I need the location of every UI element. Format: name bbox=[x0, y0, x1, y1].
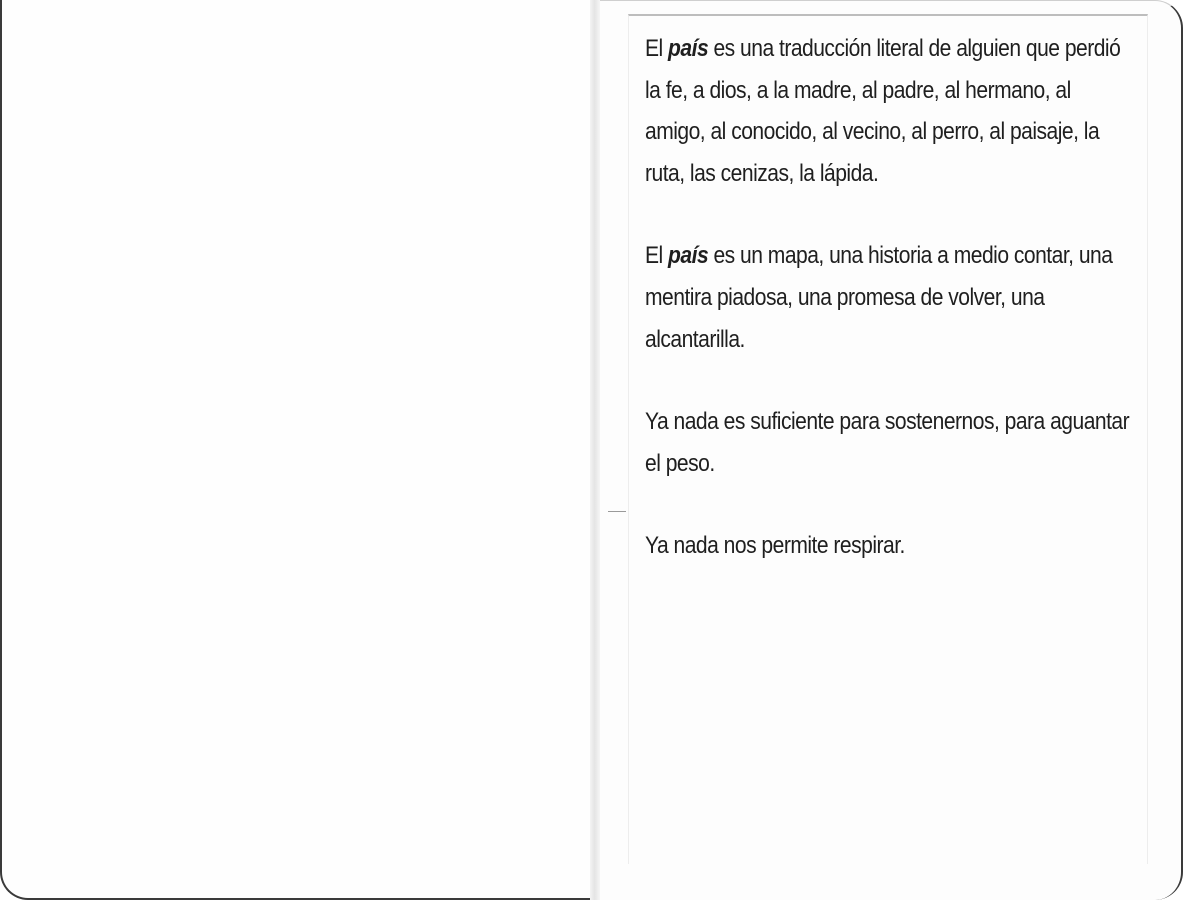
paragraph-2: El país es un mapa, una historia a medio contar, una mentira piadosa, una promesa de volver, una alcantarilla. bbox=[645, 242, 1113, 353]
emphasis-pais: país bbox=[668, 35, 709, 62]
paragraph-3: Ya nada es suficiente para sostenernos, para aguantar el peso. bbox=[645, 408, 1130, 477]
book-gutter bbox=[590, 0, 600, 900]
paragraph-1: El país es una traducción literal de alguien que perdió la fe, a dios, a la madre, al padre, al hermano, al amigo, al conocido, al vecino, al perro, al paisaje, la ruta, las cenizas, la lápida. bbox=[645, 35, 1121, 187]
emphasis-pais: país bbox=[668, 242, 709, 270]
paragraph-4: Ya nada nos permite respirar. bbox=[645, 532, 905, 560]
poem-text bbox=[645, 28, 1130, 608]
page-mark bbox=[608, 511, 626, 512]
